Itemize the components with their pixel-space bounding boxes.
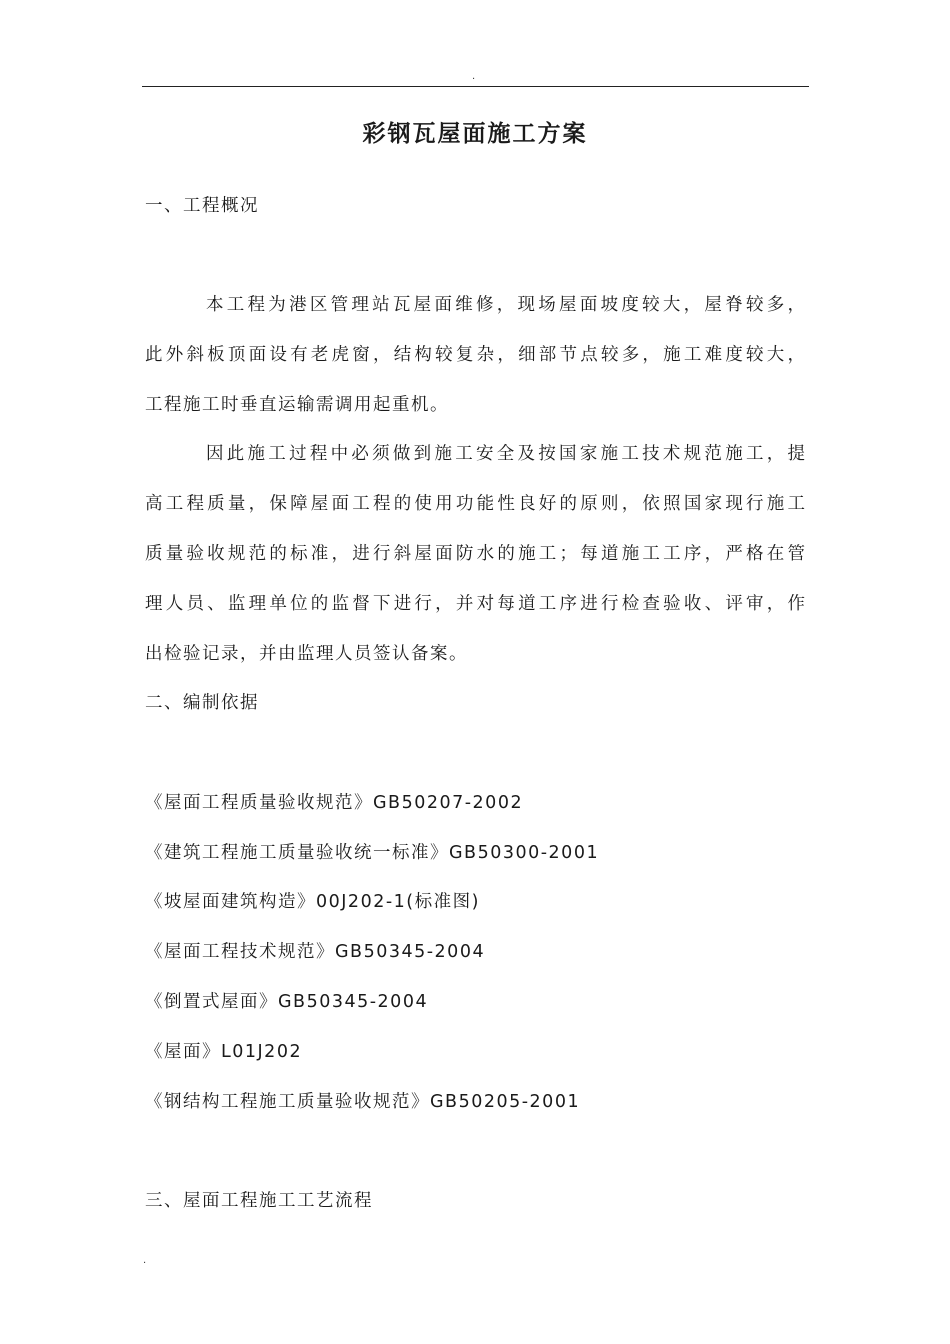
- reference-item: 《屋面工程技术规范》GB50345-2004: [145, 942, 486, 962]
- header-mark: .: [472, 71, 476, 82]
- reference-item: 《钢结构工程施工质量验收规范》GB50205-2001: [145, 1092, 581, 1112]
- section3-heading: 三、屋面工程施工工艺流程: [145, 1191, 373, 1211]
- section1-para2-line3: 质量验收规范的标准，进行斜屋面防水的施工；每道施工工序，严格在管: [145, 544, 805, 564]
- section2-heading: 二、编制依据: [145, 693, 259, 713]
- section1-heading: 一、工程概况: [145, 196, 259, 216]
- section1-para1-line2: 此外斜板顶面设有老虎窗，结构较复杂，细部节点较多，施工难度较大，: [145, 345, 805, 365]
- section1-para2-line2: 高工程质量，保障屋面工程的使用功能性良好的原则，依照国家现行施工: [145, 494, 805, 514]
- reference-item: 《屋面工程质量验收规范》GB50207-2002: [145, 793, 524, 813]
- section1-para2-line5: 出检验记录，并由监理人员签认备案。: [145, 644, 468, 664]
- section1-para2-line1: 因此施工过程中必须做到施工安全及按国家施工技术规范施工，提: [206, 444, 805, 464]
- section1-para1-line3: 工程施工时垂直运输需调用起重机。: [145, 395, 449, 415]
- header-rule: [142, 86, 809, 87]
- reference-item: 《建筑工程施工质量验收统一标准》GB50300-2001: [145, 843, 600, 863]
- reference-item: 《坡屋面建筑构造》00J202-1(标准图): [145, 892, 480, 912]
- document-title: 彩钢瓦屋面施工方案: [362, 121, 588, 147]
- reference-item: 《屋面》L01J202: [145, 1042, 303, 1062]
- section1-para2-line4: 理人员、监理单位的监督下进行，并对每道工序进行检查验收、评审，作: [145, 594, 805, 614]
- footer-mark: .: [143, 1255, 147, 1266]
- section1-para1-line1: 本工程为港区管理站瓦屋面维修，现场屋面坡度较大，屋脊较多，: [206, 295, 805, 315]
- reference-item: 《倒置式屋面》GB50345-2004: [145, 992, 429, 1012]
